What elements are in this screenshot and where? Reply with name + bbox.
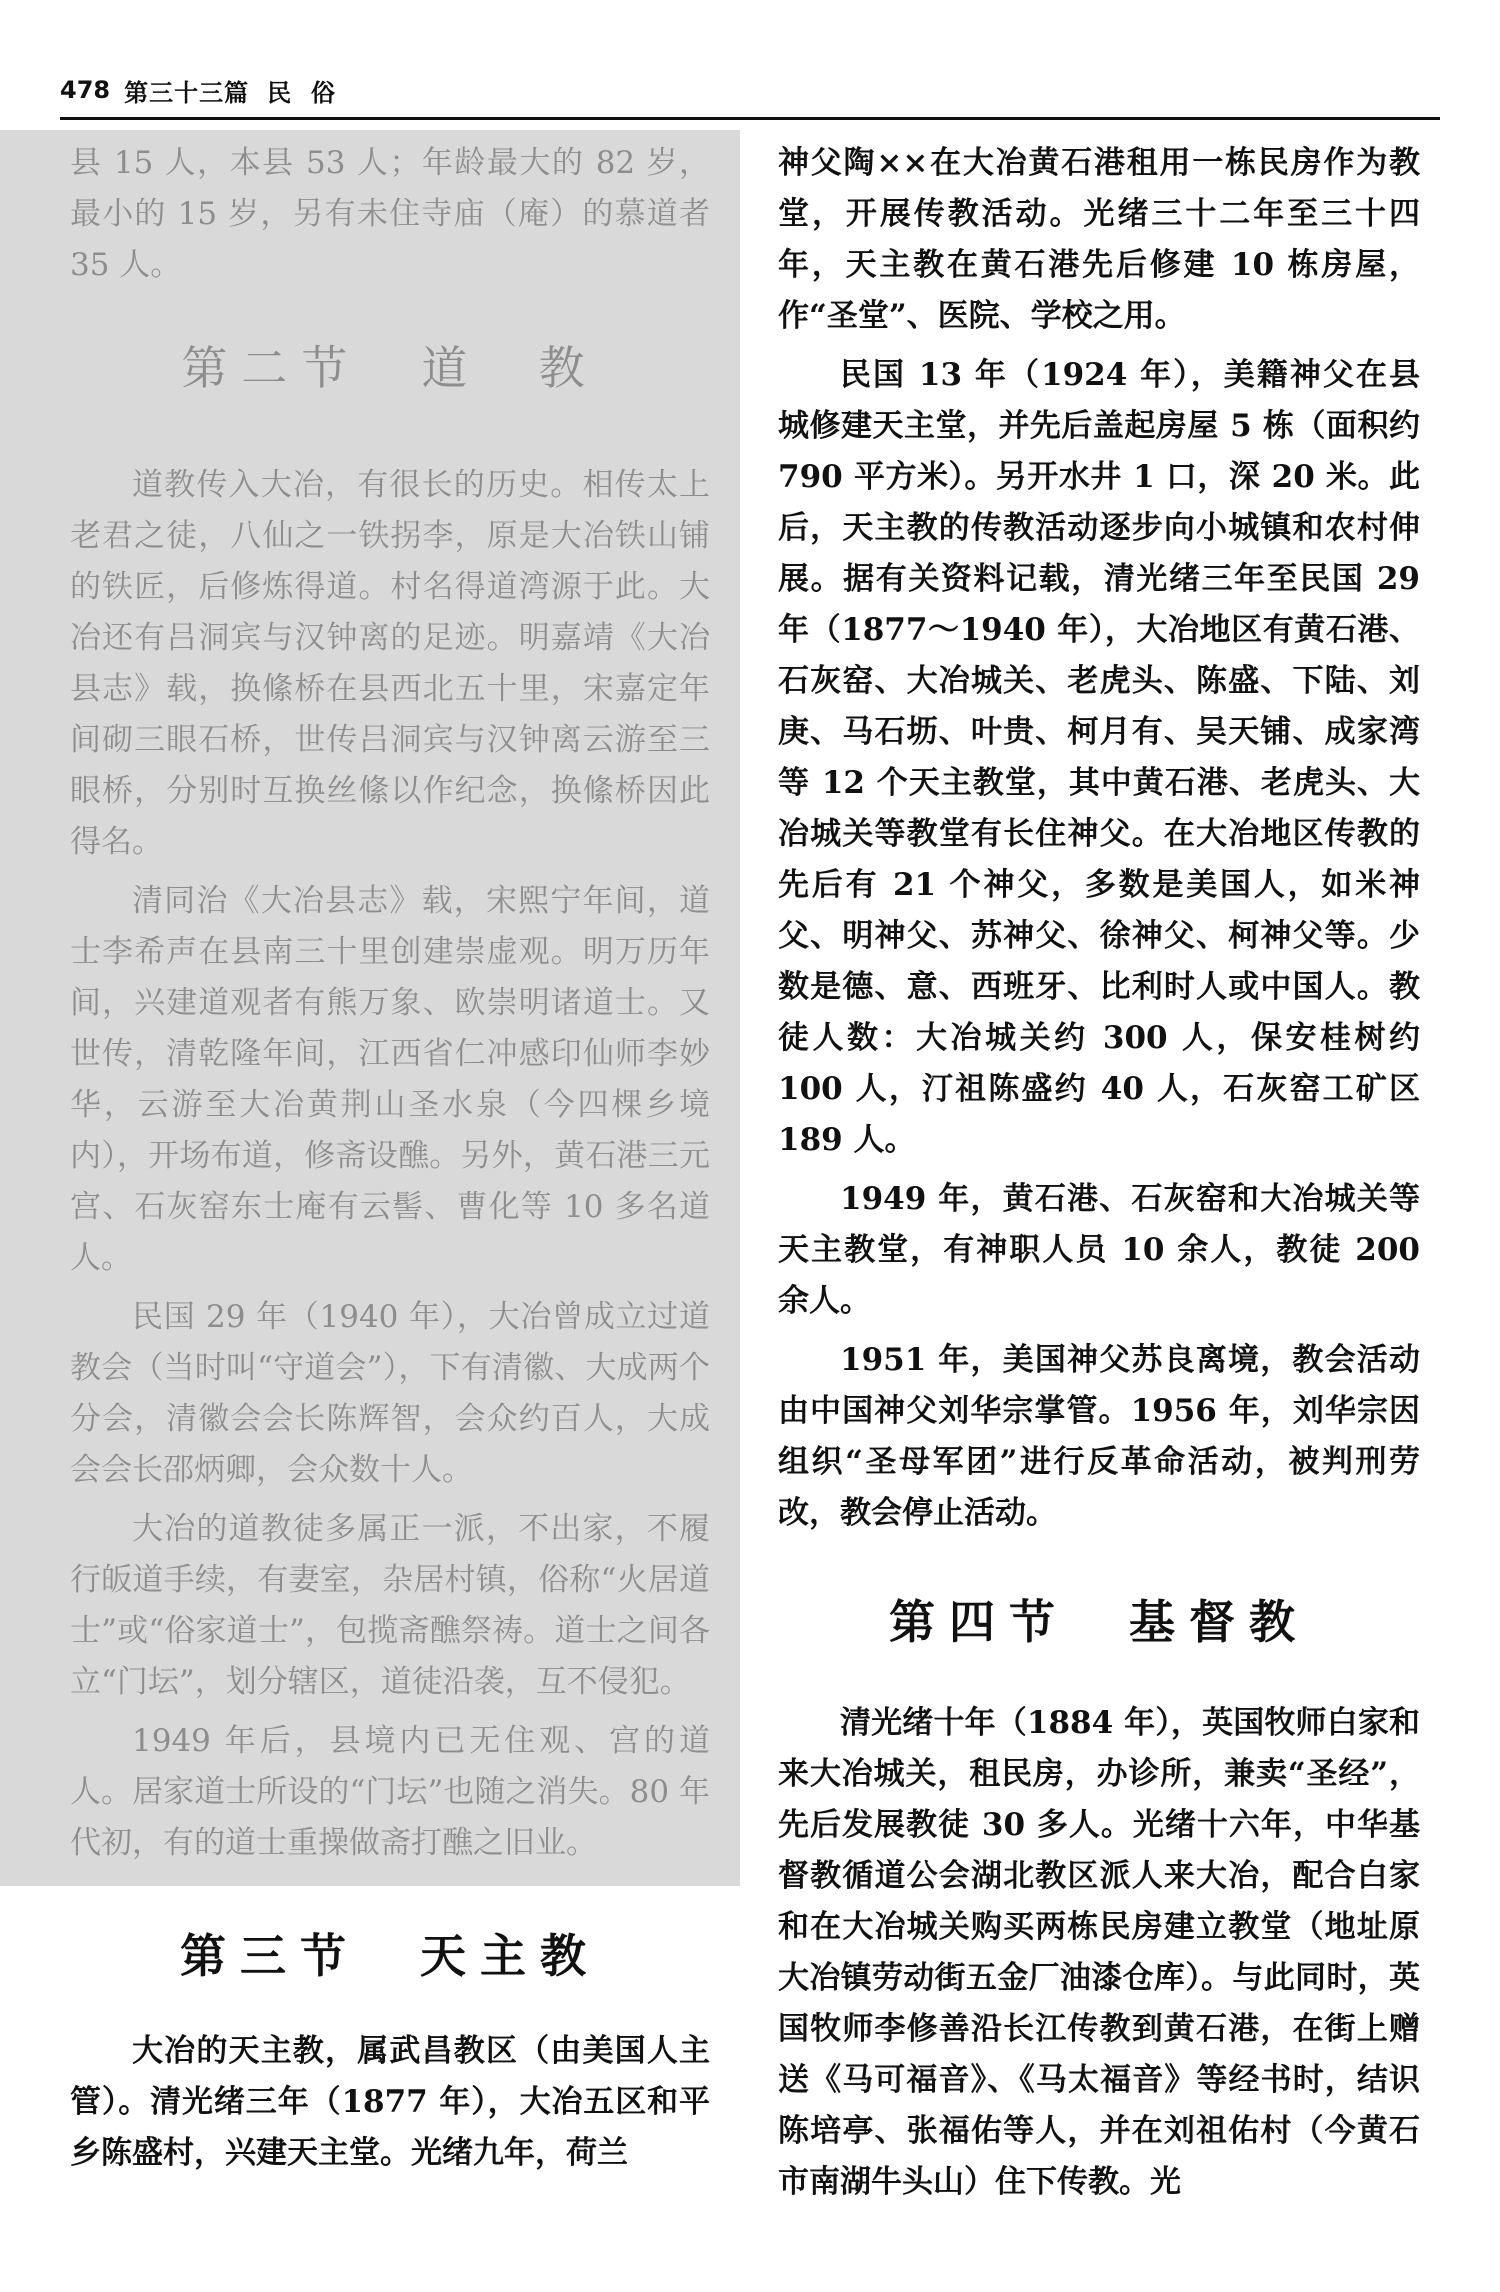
paragraph: 清光绪十年（1884 年），英国牧师白家和来大冶城关，租民房，办诊所，兼卖“圣经”，先后发展教徒 30 多人。光绪十六年，中华基督教循道公会湖北教区派人来大冶，配合白家和在大冶城关购买两栋民房建立教堂（地址原大冶镇劳动街五金厂油漆仓库）。与此同时，英国牧师李修善沿长江传教到黄石港，在街上赠送《马可福音》、《马太福音》等经书时，结识陈培亭、张福佑等人，并在刘祖佑村（今黄石市南湖牛头山）住下传教。光	[778, 1705, 1420, 2200]
section-number: 第二节	[181, 341, 362, 395]
section-name: 道 教	[421, 341, 599, 395]
grayed-text-block	[70, 138, 710, 1869]
right-column	[778, 138, 1420, 2216]
left-column	[70, 138, 710, 2187]
section-heading-2	[70, 343, 710, 394]
part-title: 第三十三篇	[124, 77, 250, 107]
paragraph: 道教传入大冶，有很长的历史。相传太上老君之徒，八仙之一铁拐李，原是大冶铁山铺的铁匠，后修炼得道。村名得道湾源于此。大冶还有吕洞宾与汉钟离的足迹。明嘉靖《大冶县志》载，换絛桥在县西北五十里，宋嘉定年间砌三眼石桥，世传吕洞宾与汉钟离云游至三眼桥，分别时互换丝絛以作纪念，换絛桥因此得名。	[70, 467, 710, 860]
chapter-title: 民 俗	[267, 77, 336, 107]
continued-paragraph: 神父陶××在大冶黄石港租用一栋民房作为教堂，开展传教活动。光绪三十二年至三十四年，天主教在黄石港先后修建 10 栋房屋，作“圣堂”、医院、学校之用。	[778, 145, 1420, 334]
section-number: 第四节	[889, 1595, 1069, 1649]
paragraph: 1949 年后，县境内已无住观、宫的道人。居家道士所设的“门坛”也随之消失。80 年代初，有的道士重操做斋打醮之旧业。	[70, 1723, 710, 1861]
section-heading-4	[778, 1597, 1420, 1648]
paragraph: 清同治《大冶县志》载，宋熙宁年间，道士李希声在县南三十里创建崇虚观。明万历年间，兴建道观者有熊万象、欧崇明诸道士。又世传，清乾隆年间，江西省仁冲感印仙师李妙华，云游至大冶黄荆山圣水泉（今四棵乡境内），开场布道，修斋设醮。另外，黄石港三元宫、石灰窑东士庵有云髻、曹化等 10 多名道人。	[70, 883, 710, 1276]
paragraph: 民国 13 年（1924 年），美籍神父在县城修建天主堂，并先后盖起房屋 5 栋（面积约 790 平方米）。另开水井 1 口，深 20 米。此后，天主教的传教活动逐步向小城镇和农村伸展。据有关资料记载，清光绪三年至民国 29 年（1877～1940 年），大冶地区有黄石港、石灰窑、大冶城关、老虎头、陈盛、下陆、刘庚、马石坜、叶贵、柯月有、吴天铺、成家湾等 12 个天主教堂，其中黄石港、老虎头、大冶城关等教堂有长住神父。在大冶地区传教的先后有 21 个神父，多数是美国人，如米神父、明神父、苏神父、徐神父、柯神父等。少数是德、意、西班牙、比利时人或中国人。教徒人数：大冶城关约 300 人，保安桂树约 100 人，汀祖陈盛约 40 人，石灰窑工矿区 189 人。	[778, 357, 1420, 1158]
paragraph: 1949 年，黄石港、石灰窑和大冶城关等天主教堂，有神职人员 10 余人，教徒 200 余人。	[778, 1181, 1420, 1319]
section-name: 基督教	[1129, 1595, 1309, 1649]
paragraph: 民国 29 年（1940 年），大冶曾成立过道教会（当时叫“守道会”），下有清徽、大成两个分会，清徽会会长陈辉智，会众约百人，大成会会长邵炳卿，会众数十人。	[70, 1299, 710, 1488]
paragraph: 大冶的天主教，属武昌教区（由美国人主管）。清光绪三年（1877 年），大冶五区和平乡陈盛村，兴建天主堂。光绪九年，荷兰	[70, 2033, 710, 2171]
section-number: 第三节	[180, 1929, 360, 1983]
section-heading-3	[70, 1931, 710, 1982]
header-rule	[60, 117, 1440, 120]
page-number: 478	[60, 76, 111, 104]
paragraph: 1951 年，美国神父苏良离境，教会活动由中国神父刘华宗掌管。1956 年，刘华宗因组织“圣母军团”进行反革命活动，被判刑劳改，教会停止活动。	[778, 1342, 1420, 1531]
continued-paragraph: 县 15 人，本县 53 人；年龄最大的 82 岁，最小的 15 岁，另有未住寺庙（庵）的慕道者 35 人。	[70, 145, 710, 283]
section-name: 天主教	[420, 1929, 600, 1983]
running-header	[60, 68, 1440, 112]
paragraph: 大冶的道教徒多属正一派，不出家，不履行皈道手续，有妻室，杂居村镇，俗称“火居道士”或“俗家道士”，包揽斋醮祭祷。道士之间各立“门坛”，划分辖区，道徒沿袭，互不侵犯。	[70, 1511, 710, 1700]
